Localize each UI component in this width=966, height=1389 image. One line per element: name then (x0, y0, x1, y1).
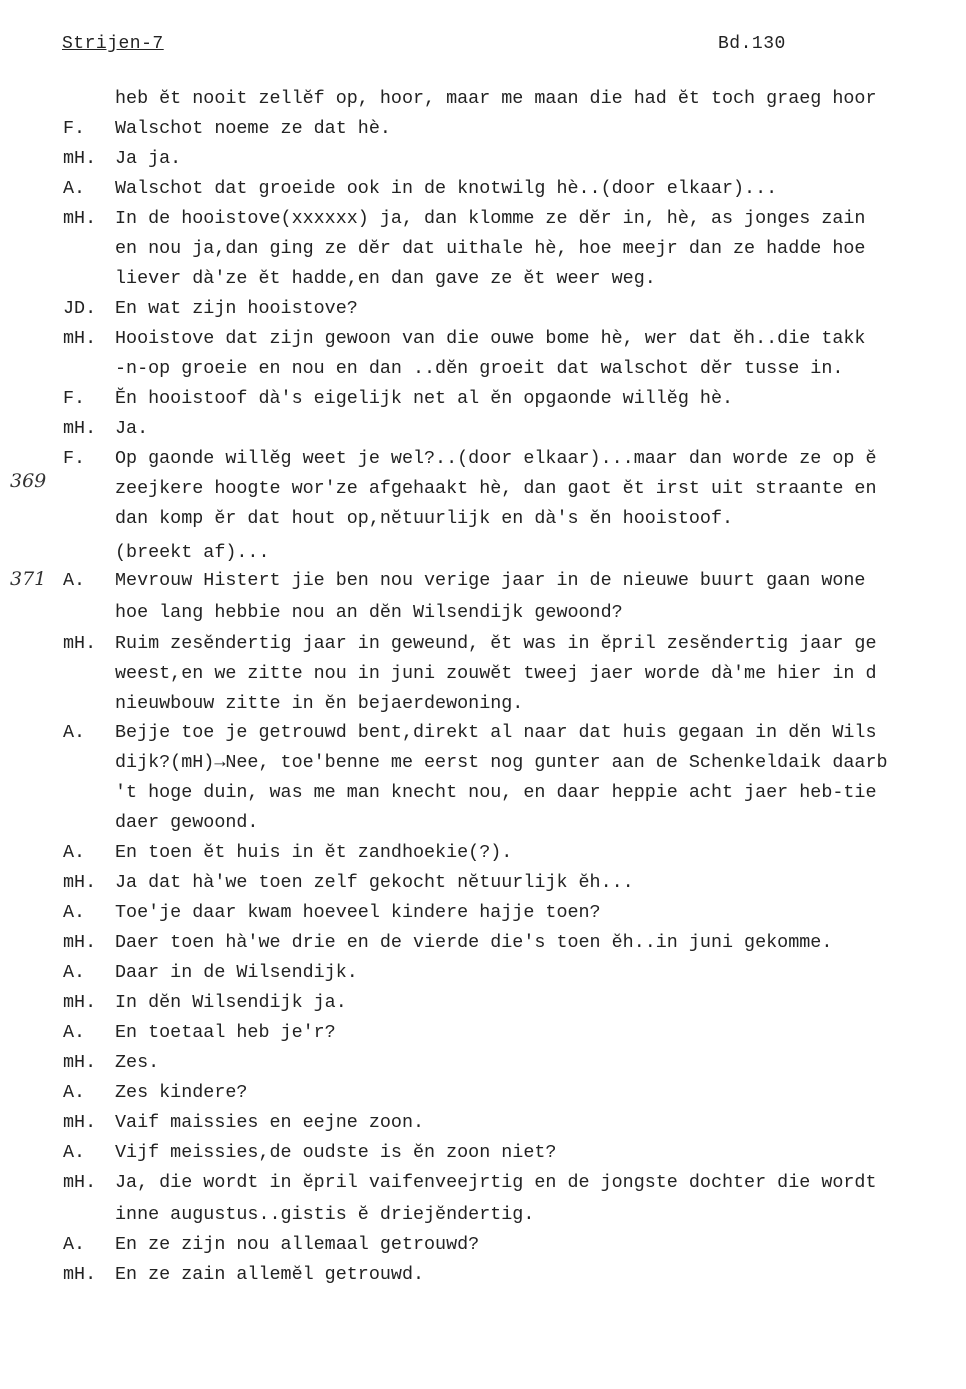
line-text: Daar in de Wilsendijk. (115, 962, 358, 983)
line-text: Ja. (115, 418, 149, 439)
speaker-label: mH. (63, 418, 97, 439)
line-text: Bejje toe je getrouwd bent,direkt al naar dat huis gegaan in dĕn Wils (115, 722, 877, 743)
line-text: Daer toen hà'we drie en de vierde die's toen ĕh..in juni gekomme. (115, 932, 833, 953)
transcript-line (0, 838, 966, 868)
margin-note-369: 369 (10, 470, 47, 492)
transcript-line (0, 659, 966, 689)
speaker-label: F. (63, 388, 86, 409)
line-text: Ruim zesĕndertig jaar in geweund, ĕt was in ĕpril zesĕndertig jaar ge (115, 633, 877, 654)
line-text: Hooistove dat zijn gewoon van die ouwe bome hè, wer dat ĕh..die takk (115, 328, 866, 349)
line-text: En ze zain allemĕl getrouwd. (115, 1264, 425, 1285)
speaker-label: F. (63, 118, 86, 139)
speaker-label: mH. (63, 1052, 97, 1073)
line-text: inne augustus..gistis ĕ driejĕndertig. (115, 1204, 535, 1225)
transcript-line (0, 234, 966, 264)
transcript-line (0, 958, 966, 988)
line-text: en nou ja,dan ging ze dĕr dat uithale hè, hoe meejr dan ze hadde hoe (115, 238, 866, 259)
speaker-label: mH. (63, 1172, 97, 1193)
transcript-line (0, 1078, 966, 1108)
transcript-line (0, 748, 966, 778)
speaker-label: mH. (63, 328, 97, 349)
transcript-line (0, 718, 966, 748)
header-reference: Bd.130 (718, 34, 786, 54)
line-text: heb ĕt nooit zellĕf op, hoor, maar me maan die had ĕt toch graeg hoor (115, 88, 877, 109)
transcript-line (0, 566, 966, 596)
line-text: Vijf meissies,de oudste is ĕn zoon niet? (115, 1142, 557, 1163)
transcript-line (0, 114, 966, 144)
transcript-line (0, 204, 966, 234)
speaker-label: A. (63, 1022, 86, 1043)
speaker-label: mH. (63, 992, 97, 1013)
line-text: Op gaonde willĕg weet je wel?..(door elkaar)...maar dan worde ze op ĕ (115, 448, 877, 469)
transcript-line (0, 689, 966, 719)
speaker-label: A. (63, 902, 86, 923)
transcript-line (0, 808, 966, 838)
transcript-line (0, 868, 966, 898)
margin-note-371: 371 (10, 568, 47, 590)
transcript-line (0, 414, 966, 444)
transcript-line (0, 1260, 966, 1290)
transcript-line (0, 778, 966, 808)
line-text: Walschot noeme ze dat hè. (115, 118, 391, 139)
speaker-label: mH. (63, 1112, 97, 1133)
speaker-label: F. (63, 448, 86, 469)
transcript-line (0, 144, 966, 174)
speaker-label: A. (63, 1082, 86, 1103)
line-text: dijk?(mH)→Nee, toe'benne me eerst nog gunter aan de Schenkeldaik daarb (115, 752, 888, 773)
transcript-line (0, 988, 966, 1018)
line-text: Ja dat hà'we toen zelf gekocht nĕtuurlijk ĕh... (115, 872, 634, 893)
transcript-line (0, 474, 966, 504)
line-text: daer gewoond. (115, 812, 259, 833)
transcript-line (0, 444, 966, 474)
transcript-line (0, 1168, 966, 1198)
transcript-line (0, 84, 966, 114)
transcript-line (0, 928, 966, 958)
speaker-label: A. (63, 570, 86, 591)
line-text: Walschot dat groeide ook in de knotwilg hè..(door elkaar)... (115, 178, 778, 199)
line-text: In dĕn Wilsendijk ja. (115, 992, 347, 1013)
transcript-line (0, 598, 966, 628)
line-text: 't hoge duin, was me man knecht nou, en daar heppie acht jaer heb-tie (115, 782, 877, 803)
line-text: En ze zijn nou allemaal getrouwd? (115, 1234, 480, 1255)
line-text: nieuwbouw zitte in ĕn bejaerdewoning. (115, 693, 524, 714)
speaker-label: mH. (63, 932, 97, 953)
speaker-label: mH. (63, 872, 97, 893)
speaker-label: A. (63, 1234, 86, 1255)
speaker-label: A. (63, 178, 86, 199)
line-text: En wat zijn hooistove? (115, 298, 358, 319)
transcript-line (0, 898, 966, 928)
speaker-label: mH. (63, 208, 97, 229)
transcript-line (0, 1138, 966, 1168)
speaker-label: mH. (63, 633, 97, 654)
transcript-line (0, 538, 966, 568)
line-text: En toetaal heb je'r? (115, 1022, 336, 1043)
line-text: In de hooistove(xxxxxx) ja, dan klomme ze dĕr in, hè, as jonges zain (115, 208, 866, 229)
transcript-line (0, 1200, 966, 1230)
speaker-label: A. (63, 722, 86, 743)
transcript-line (0, 629, 966, 659)
transcript-line (0, 1108, 966, 1138)
transcript-line (0, 384, 966, 414)
speaker-label: A. (63, 962, 86, 983)
speaker-label: A. (63, 1142, 86, 1163)
speaker-label: mH. (63, 148, 97, 169)
line-text: Ja, die wordt in ĕpril vaifenveejrtig en de jongste dochter die wordt (115, 1172, 877, 1193)
line-text: En toen ĕt huis in ĕt zandhoekie(?). (115, 842, 513, 863)
header-title-text: Strijen-7 (62, 34, 164, 54)
line-text: Vaif maissies en eejne zoon. (115, 1112, 425, 1133)
header-title (62, 34, 164, 54)
transcript-line (0, 264, 966, 294)
line-text: Toe'je daar kwam hoeveel kindere hajje toen? (115, 902, 601, 923)
transcript-line (0, 1018, 966, 1048)
line-text: Mevrouw Histert jie ben nou verige jaar in de nieuwe buurt gaan wone (115, 570, 866, 591)
transcript-line (0, 1230, 966, 1260)
line-text: Zes kindere? (115, 1082, 248, 1103)
line-text: liever dà'ze ĕt hadde,en dan gave ze ĕt weer weg. (115, 268, 656, 289)
speaker-label: A. (63, 842, 86, 863)
line-text: -n-op groeie en nou en dan ..dĕn groeit dat walschot dĕr tusse in. (115, 358, 844, 379)
line-text: hoe lang hebbie nou an dĕn Wilsendijk gewoond? (115, 602, 623, 623)
transcript-line (0, 354, 966, 384)
line-text: weest,en we zitte nou in juni zouwĕt tweej jaer worde dà'me hier in d (115, 663, 877, 684)
speaker-label: mH. (63, 1264, 97, 1285)
line-text: Ĕn hooistoof dà's eigelijk net al ĕn opgaonde willĕg hè. (115, 388, 734, 409)
transcript-line (0, 1048, 966, 1078)
line-text: dan komp ĕr dat hout op,nĕtuurlijk en dà's ĕn hooistoof. (115, 508, 734, 529)
transcript-line (0, 294, 966, 324)
transcript-line (0, 324, 966, 354)
line-text: (breekt af)... (115, 542, 270, 563)
line-text: Ja ja. (115, 148, 182, 169)
transcript-line (0, 504, 966, 534)
transcript-line (0, 174, 966, 204)
line-text: zeejkere hoogte wor'ze afgehaakt hè, dan gaot ĕt irst uit straante en (115, 478, 877, 499)
line-text: Zes. (115, 1052, 160, 1073)
speaker-label: JD. (63, 298, 97, 319)
